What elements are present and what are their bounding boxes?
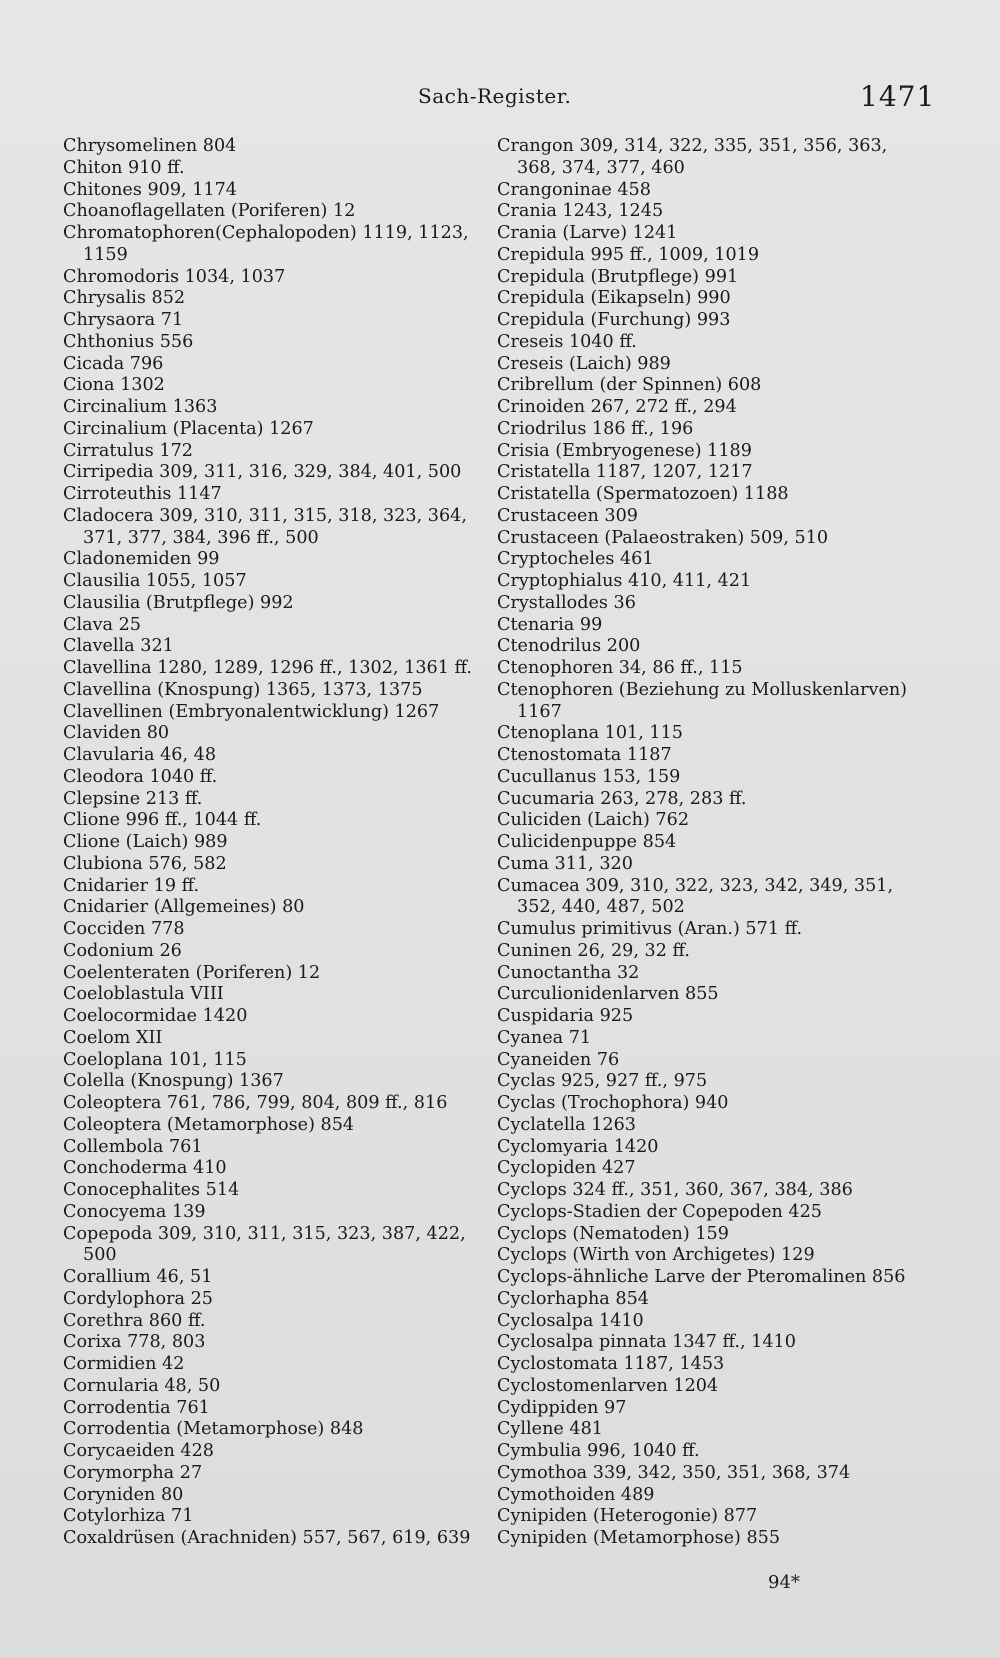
index-entry: Coelocormidae 1420 [63,1006,248,1026]
index-entry: Circinalium (Placenta) 1267 [63,418,314,439]
index-entry: Cyllene 481 [497,1419,603,1440]
index-entry: Curculionidenlarven 855 [497,984,719,1005]
index-entry: Corrodentia 761 [63,1397,210,1418]
index-entry: Coxaldrüsen (Arachniden) 557, 567, 619, 639 [63,1528,471,1548]
index-entry: Crepidula (Furchung) 993 [497,310,731,330]
index-entry: Cicada 796 [63,353,164,374]
index-entry: Cyclas (Trochophora) 940 [497,1093,729,1113]
index-entry: Culiciden (Laich) 762 [497,810,690,831]
index-entry: Clavella 321 [63,636,174,657]
index-entry: Culicidenpuppe 854 [497,832,677,852]
index-entry: Corymorpha 27 [63,1462,203,1483]
index-entry: Cleodora 1040 ff. [63,766,218,787]
index-entry: Choanoflagellaten (Poriferen) 12 [63,201,356,222]
index-entry: Coelom XII [63,1027,163,1048]
index-entry: Corethra 860 ff. [63,1310,206,1331]
index-entry: Colella (Knospung) 1367 [63,1071,284,1092]
index-entry: Cyclas 925, 927 ff., 975 [497,1071,708,1092]
index-entry: Chiton 910 ff. [63,157,185,178]
index-entry: Cyclops-Stadien der Copepoden 425 [497,1201,822,1222]
index-entry: Circinalium 1363 [63,397,218,417]
index-entry: Coelenteraten (Poriferen) 12 [63,962,321,983]
index-entry: Clavellina 1280, 1289, 1296 ff., 1302, 1361 ff. [63,658,472,678]
page-title: Sach-Register. [418,84,572,108]
index-entry: Chromatophoren(Cephalopoden) 1119, 1123, 1159 [63,223,469,265]
index-entry: Clavellina (Knospung) 1365, 1373, 1375 [63,679,423,700]
index-entry: Clubiona 576, 582 [63,853,227,874]
index-entry: Clepsine 213 ff. [63,788,203,809]
index-entry: Cumacea 309, 310, 322, 323, 342, 349, 351, 352, 440, 487, 502 [497,875,894,918]
index-entry: Cristatella 1187, 1207, 1217 [497,462,753,483]
index-entry: Chrysalis 852 [63,288,186,309]
index-entry: Cyclops-ähnliche Larve der Pteromalinen 856 [497,1267,906,1287]
index-column-left [63,136,473,1550]
index-entry: Corrodentia (Metamorphose) 848 [63,1419,364,1440]
index-entry: Ciona 1302 [63,375,165,396]
index-entry: Chrysomelinen 804 [63,136,237,156]
index-entry: Coleoptera (Metamorphose) 854 [63,1114,355,1135]
index-entry: Clavularia 46, 48 [63,745,217,765]
index-entry: Cyclopiden 427 [497,1158,636,1179]
index-entry: Crinoiden 267, 272 ff., 294 [497,397,737,417]
index-entry: Cladocera 309, 310, 311, 315, 318, 323, 364, 371, 377, 384, 396 ff., 500 [63,505,467,548]
index-entry: Cyclops (Wirth von Archigetes) 129 [497,1245,815,1266]
index-entry: Cynipiden (Heterogonie) 877 [497,1506,758,1527]
index-entry: Crystallodes 36 [497,592,636,613]
index-entry: Cynipiden (Metamorphose) 855 [497,1528,781,1548]
index-entry: Cymothoiden 489 [497,1484,655,1505]
index-entry: Coleoptera 761, 786, 799, 804, 809 ff., 816 [63,1093,448,1113]
index-entry: Clausilia 1055, 1057 [63,571,247,591]
index-entry: Cotylorhiza 71 [63,1506,194,1527]
index-entry: Cryptocheles 461 [497,549,654,570]
index-entry: Crania (Larve) 1241 [497,223,678,243]
index-entry: Cocciden 778 [63,919,185,939]
index-entry: Cyaneiden 76 [497,1049,620,1070]
index-entry: Ctenodrilus 200 [497,636,641,657]
index-entry: Codonium 26 [63,940,182,961]
index-entry: Ctenostomata 1187 [497,745,672,765]
index-entry: Cuspidaria 925 [497,1006,634,1026]
index-entry: Clausilia (Brutpflege) 992 [63,592,294,613]
index-entry: Cuninen 26, 29, 32 ff. [497,940,691,961]
index-entry: Cordylophora 25 [63,1288,213,1309]
index-entry: Clione (Laich) 989 [63,832,228,852]
index-entry: Cyclosalpa pinnata 1347 ff., 1410 [497,1332,796,1353]
index-entry: Cormidien 42 [63,1354,185,1374]
index-entry: Conocyema 139 [63,1201,206,1222]
index-entry: Crepidula (Brutpflege) 991 [497,266,739,287]
index-entry: Crustaceen (Palaeostraken) 509, 510 [497,527,829,548]
index-entry: Corallium 46, 51 [63,1267,213,1287]
index-entry: Cnidarier 19 ff. [63,875,200,896]
index-entry: Crepidula (Eikapseln) 990 [497,288,731,309]
index-entry: Copepoda 309, 310, 311, 315, 323, 387, 422, 500 [63,1223,466,1266]
index-entry: Corixa 778, 803 [63,1332,206,1353]
index-entry: Criodrilus 186 ff., 196 [497,418,694,439]
index-entry: Clava 25 [63,614,141,635]
running-head [0,78,1000,118]
index-entry: Cymbulia 996, 1040 ff. [497,1441,700,1461]
index-entry: Cymothoa 339, 342, 350, 351, 368, 374 [497,1462,851,1483]
index-entry: Creseis (Laich) 989 [497,353,671,374]
index-entry: Chrysaora 71 [63,310,184,330]
index-entry: Cyclosalpa 1410 [497,1310,644,1331]
index-entry: Coryniden 80 [63,1484,184,1505]
index-entry: Cyanea 71 [497,1027,592,1048]
index-entry: Cuma 311, 320 [497,853,633,874]
index-column-right [497,136,912,1550]
index-entry: Crepidula 995 ff., 1009, 1019 [497,244,760,265]
index-entry: Ctenoplana 101, 115 [497,723,684,744]
index-entry: Cumulus primitivus (Aran.) 571 ff. [497,919,803,939]
index-entry: Claviden 80 [63,723,170,744]
index-entry: Cydippiden 97 [497,1397,627,1418]
index-entry: Cyclops 324 ff., 351, 360, 367, 384, 386 [497,1180,853,1200]
index-entry: Cladonemiden 99 [63,549,220,570]
index-entry: Cirratulus 172 [63,440,193,461]
index-entry: Creseis 1040 ff. [497,331,637,352]
index-entry: Cyclostomata 1187, 1453 [497,1354,725,1374]
index-entry: Ctenaria 99 [497,614,603,635]
index-entry: Crustaceen 309 [497,505,638,526]
index-entry: Chitones 909, 1174 [63,179,237,200]
index-entry: Cyclostomenlarven 1204 [497,1375,719,1396]
index-entry: Conchoderma 410 [63,1158,227,1179]
index-entry: Collembola 761 [63,1136,203,1157]
index-entry: Crangoninae 458 [497,179,651,200]
index-entry: Cyclorhapha 854 [497,1288,649,1309]
index-entry: Cryptophialus 410, 411, 421 [497,571,752,591]
index-entry: Cyclops (Nematoden) 159 [497,1223,729,1244]
index-entry: Coeloplana 101, 115 [63,1049,247,1070]
signature-mark: 94* [768,1572,800,1593]
index-entry: Corycaeiden 428 [63,1441,214,1461]
index-entry: Crania 1243, 1245 [497,201,664,222]
index-entry: Cunoctantha 32 [497,962,640,983]
index-entry: Clione 996 ff., 1044 ff. [63,810,262,831]
page-number: 1471 [860,80,936,113]
index-entry: Cyclomyaria 1420 [497,1136,659,1157]
index-entry: Cornularia 48, 50 [63,1375,221,1396]
index-entry: Ctenophoren (Beziehung zu Molluskenlarven) 1167 [497,679,908,722]
index-entry: Clavellinen (Embryonalentwicklung) 1267 [63,701,440,722]
index-entry: Cirroteuthis 1147 [63,484,222,504]
index-entry: Cirripedia 309, 311, 316, 329, 384, 401, 500 [63,462,462,483]
index-entry: Cyclatella 1263 [497,1114,636,1135]
index-entry: Ctenophoren 34, 86 ff., 115 [497,658,743,678]
index-entry: Cristatella (Spermatozoen) 1188 [497,484,789,504]
index-entry: Conocephalites 514 [63,1180,240,1200]
index-entry: Cnidarier (Allgemeines) 80 [63,897,305,918]
index-entry: Crangon 309, 314, 322, 335, 351, 356, 363, 368, 374, 377, 460 [497,136,888,178]
index-entry: Cucullanus 153, 159 [497,766,681,787]
index-entry: Chromodoris 1034, 1037 [63,266,286,287]
index-entry: Cucumaria 263, 278, 283 ff. [497,788,747,809]
index-entry: Chthonius 556 [63,331,194,352]
index-entry: Coeloblastula VIII [63,984,224,1005]
index-entry: Crisia (Embryogenese) 1189 [497,440,752,461]
index-entry: Cribrellum (der Spinnen) 608 [497,375,762,396]
